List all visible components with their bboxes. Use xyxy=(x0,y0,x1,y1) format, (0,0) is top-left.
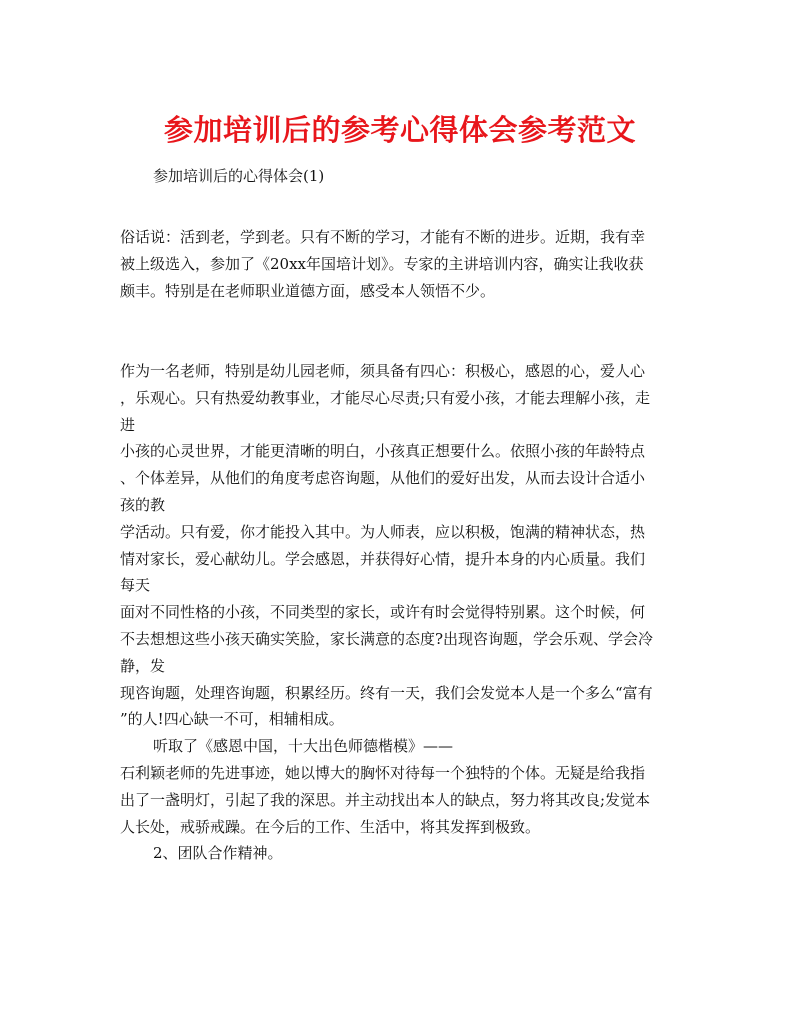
paragraph-line: 作为一名老师，特别是幼儿园老师，须具备有四心：积极心，感恩的心，爱人心 xyxy=(120,361,646,380)
paragraph-line: 静，发 xyxy=(120,656,166,675)
paragraph-line: 情对家长，爱心献幼儿。学会感恩，并获得好心情，提升本身的内心质量。我们 xyxy=(120,549,646,568)
paragraph-line: 出了一盏明灯，引起了我的深思。并主动找出本人的缺点，努力将其改良;发觉本 xyxy=(120,790,651,809)
paragraph-line: 孩的教 xyxy=(120,495,166,514)
paragraph-line: 俗话说：活到老，学到老。只有不断的学习，才能有不断的进步。近期，我有幸 xyxy=(120,228,646,246)
document-body xyxy=(120,224,680,867)
paragraph-line: 人长处，戒骄戒躁。在今后的工作、生活中，将其发挥到极致。 xyxy=(120,817,541,836)
paragraph-line: 听取了《感恩中国，十大出色师德楷模》—— xyxy=(153,737,454,756)
document-subtitle: 参加培训后的心得体会(1) xyxy=(153,167,325,185)
paragraph-line: 不去想想这些小孩天确实笑脸，家长满意的态度?出现咨询题，学会乐观、学会冷 xyxy=(120,629,654,648)
paragraph-line: 、个体差异，从他们的角度考虑咨询题，从他们的爱好出发，从而去设计合适小 xyxy=(120,469,646,488)
paragraph-line: 面对不同性格的小孩，不同类型的家长，或许有时会觉得特别累。这个时候，何 xyxy=(120,603,646,622)
paragraph-line: 被上级选入，参加了《20xx年国培计划》。专家的主讲培训内容，确实让我收获 xyxy=(120,254,644,273)
paragraph-line: 进 xyxy=(120,415,136,434)
paragraph-line: 现咨询题，处理咨询题，积累经历。终有一天，我们会发觉本人是一个多么“富有 xyxy=(120,683,653,702)
paragraph-gap xyxy=(120,331,680,358)
paragraph-line: 小孩的心灵世界，才能更清晰的明白，小孩真正想要什么。依照小孩的年龄特点 xyxy=(120,442,646,461)
paragraph-line: ，乐观心。只有热爱幼教事业，才能尽心尽责;只有爱小孩，才能去理解小孩，走 xyxy=(120,388,651,407)
paragraph-line: 学活动。只有爱，你才能投入其中。为人师表，应以积极，饱满的精神状态，热 xyxy=(120,522,646,541)
paragraph-gap xyxy=(120,304,680,331)
paragraph-line: 颇丰。特别是在老师职业道德方面，感受本人领悟不少。 xyxy=(120,281,496,300)
paragraph-line: 石利颖老师的先进事迹，她以博大的胸怀对待每一个独特的个体。无疑是给我指 xyxy=(120,763,646,782)
section-heading: 2、团队合作精神。 xyxy=(153,844,283,863)
paragraph-line: 每天 xyxy=(120,576,151,595)
document-title: 参加培训后的参考心得体会参考范文 xyxy=(163,113,636,147)
paragraph-line: ”的人!四心缺一不可，相辅相成。 xyxy=(120,710,344,729)
